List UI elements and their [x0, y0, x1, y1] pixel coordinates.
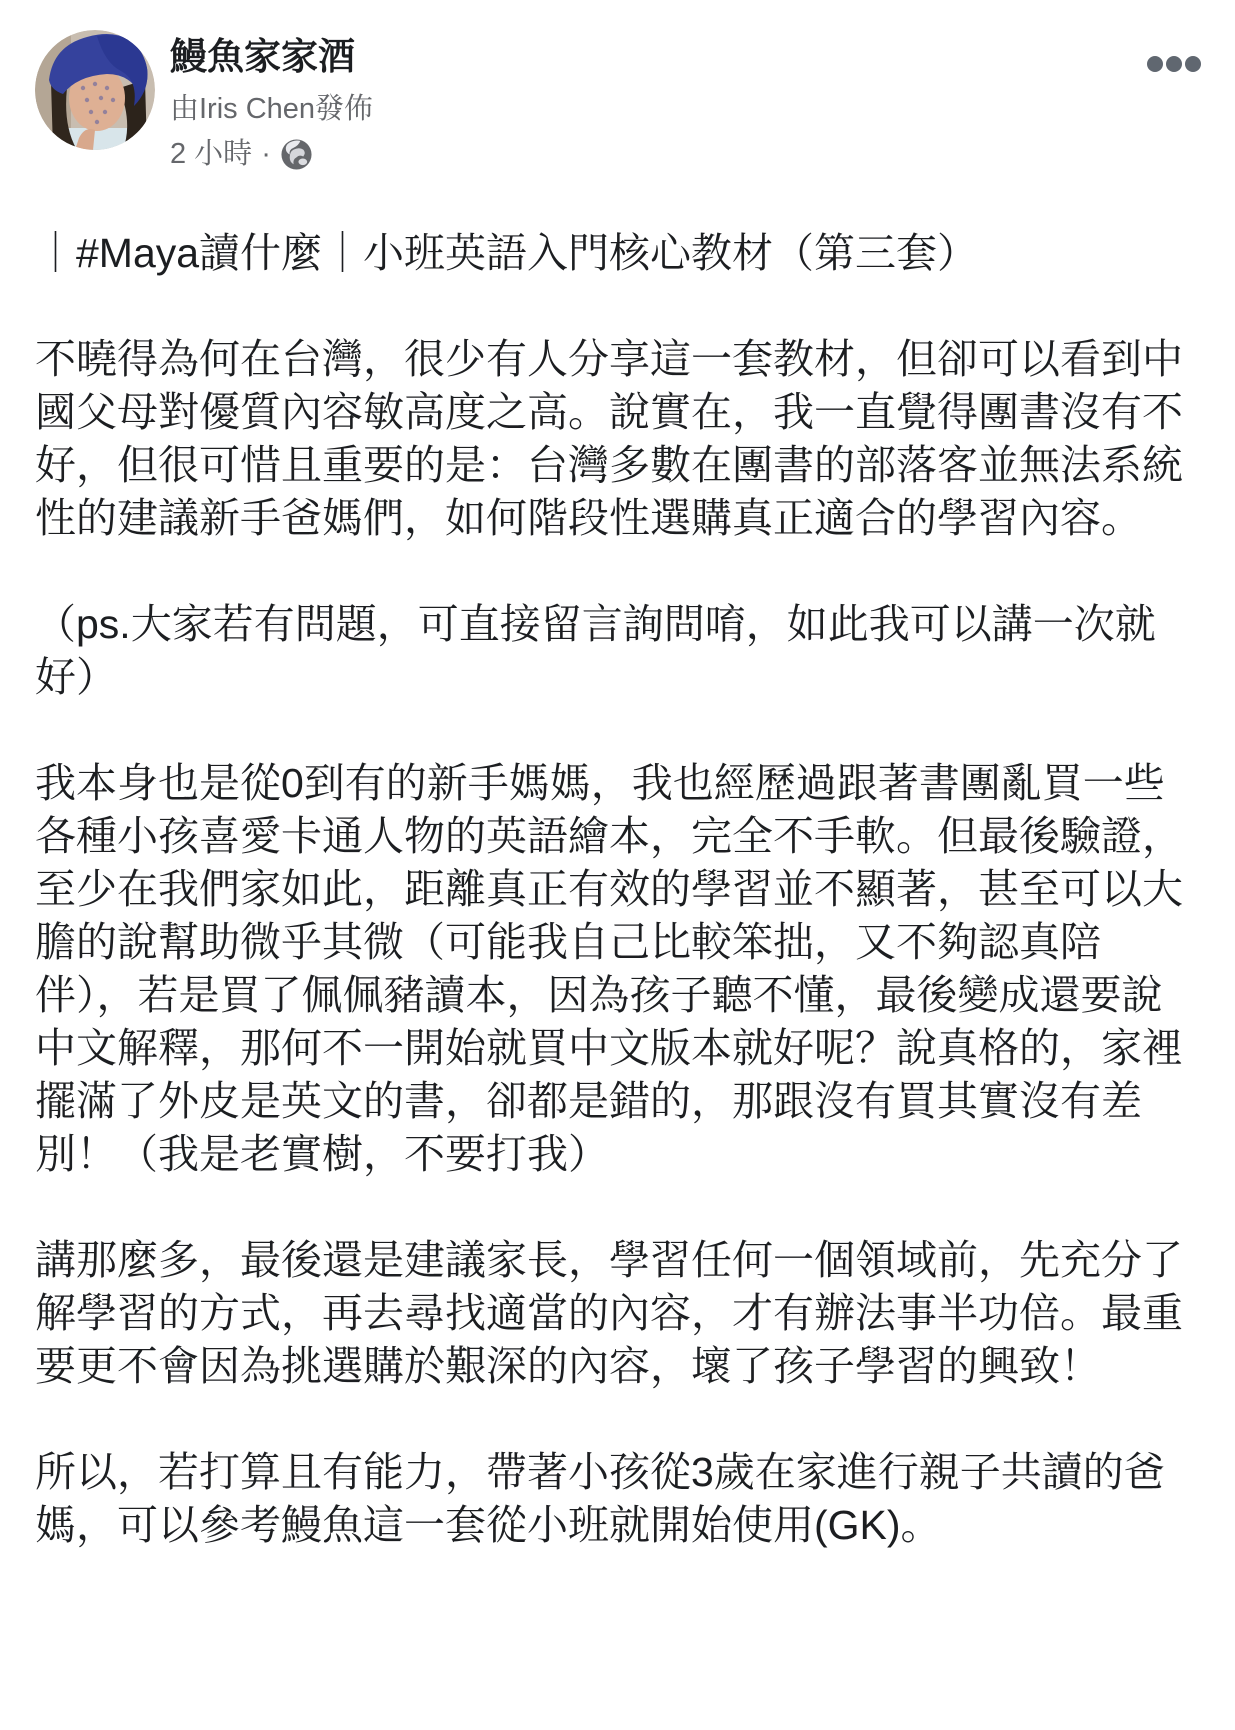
- byline-posted-by[interactable]: 由Iris Chen發佈: [170, 93, 374, 125]
- globe-icon: [280, 138, 313, 171]
- post-paragraph-5: 所以，若打算且有能力，帶著小孩從3歲在家進行親子共讀的爸媽，可以參考鰻魚這一套從小班就開始使用(GK)。: [35, 1449, 1165, 1548]
- post-paragraph-4: 講那麼多，最後還是建議家長，學習任何一個領域前，先充分了解學習的方式，再去尋找適當的內容，才有辦法事半功倍。最重要更不會因為挑選購於艱深的內容，壞了孩子學習的興致！: [35, 1237, 1183, 1389]
- avatar-photo-child-blue-hat: [35, 30, 155, 150]
- ellipsis-icon: [1147, 56, 1201, 72]
- post-meta: [170, 136, 373, 172]
- post-body: [35, 227, 1200, 1552]
- post-paragraph-2: （ps.大家若有問題，可直接留言詢問唷，如此我可以講一次就好）: [35, 601, 1156, 700]
- author-name[interactable]: 鰻魚家家酒: [170, 36, 355, 77]
- meta-separator: ·: [261, 138, 271, 170]
- timestamp[interactable]: 2 小時: [170, 138, 253, 170]
- post-title-line: ｜#Maya讀什麼｜小班英語入門核心教材（第三套）: [35, 230, 979, 276]
- avatar[interactable]: [35, 30, 155, 150]
- post-paragraph-3: 我本身也是從0到有的新手媽媽，我也經歷過跟著書團亂買一些各種小孩喜愛卡通人物的英語繪本，完全不手軟。但最後驗證，至少在我們家如此，距離真正有效的學習並不顯著，甚至可以大膽的說幫助微乎其微（可能我自己比較笨拙，又不夠認真陪伴），若是買了佩佩豬讀本，因為孩子聽不懂，最後變成還要說中文解釋，那何不一開始就買中文版本就好呢？說真格的，家裡擺滿了外皮是英文的書，卻都是錯的，那跟沒有買其實沒有差別！（我是老實樹，不要打我）: [35, 760, 1183, 1177]
- post-menu-button[interactable]: [1137, 46, 1211, 82]
- post-paragraph-1: 不曉得為何在台灣，很少有人分享這一套教材，但卻可以看到中國父母對優質內容敏高度之高。說實在，我一直覺得團書沒有不好，但很可惜且重要的是：台灣多數在團書的部落客並無法系統性的建議新手爸媽們，如何階段性選購真正適合的學習內容。: [35, 336, 1183, 541]
- header-info: [170, 30, 373, 172]
- post-header: [35, 30, 1200, 172]
